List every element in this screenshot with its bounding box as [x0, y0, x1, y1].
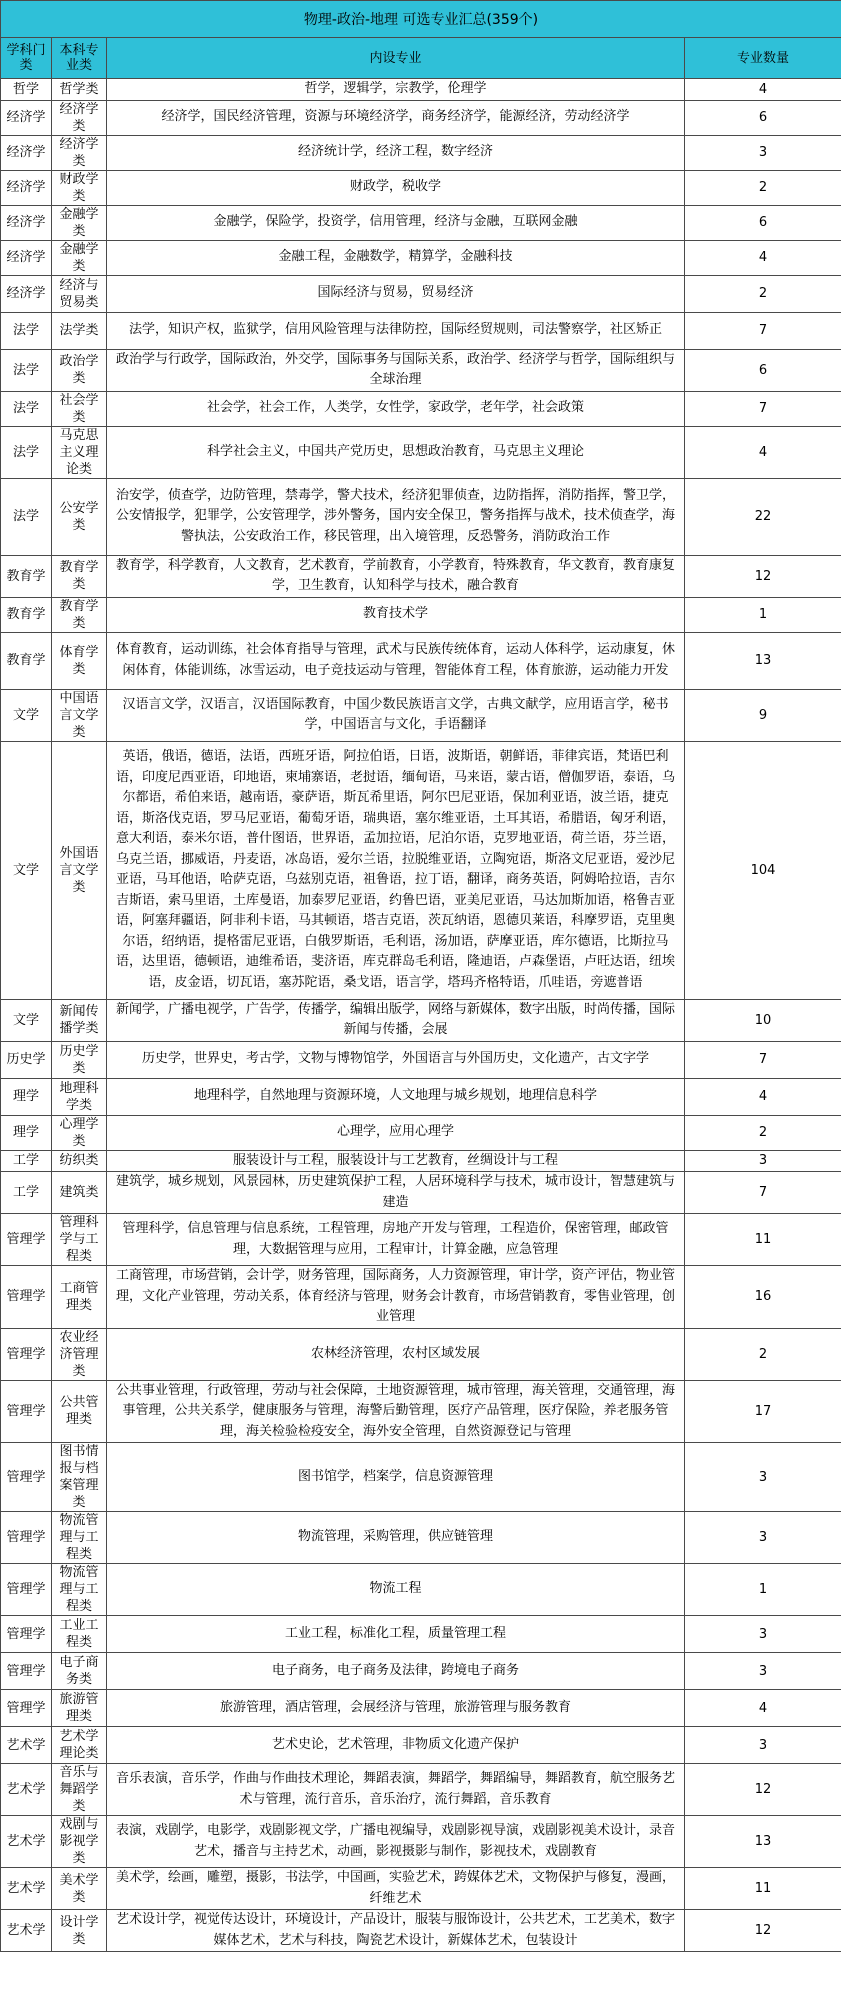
table-row [1, 1115, 841, 1150]
count-cell: 3 [685, 135, 841, 170]
category-cell: 艺术学理论类 [52, 1727, 107, 1764]
count-cell: 6 [685, 100, 841, 135]
category-cell: 电子商务类 [52, 1653, 107, 1690]
count-cell: 3 [685, 1443, 841, 1512]
majors-cell: 治安学，侦查学，边防管理，禁毒学，警犬技术，经济犯罪侦查，边防指挥，消防指挥，警卫学，公安情报学，犯罪学，公安管理学，涉外警务，国内安全保卫，警务指挥与战术，技术侦查学，海警执法，公安政治工作，移民管理，出入境管理，反恐警务，消防政治工作 [107, 478, 685, 555]
count-cell: 3 [685, 1653, 841, 1690]
majors-cell: 公共事业管理，行政管理，劳动与社会保障，土地资源管理，城市管理，海关管理，交通管理，海事管理，公共关系学，健康服务与管理，海警后勤管理，医疗产品管理，医疗保险，养老服务管理，海关检验检疫安全，海外安全管理，自然资源登记与管理 [107, 1380, 685, 1443]
table-row [1, 1653, 841, 1690]
majors-cell: 地理科学，自然地理与资源环境，人文地理与城乡规划，地理信息科学 [107, 1078, 685, 1115]
discipline-cell: 管理学 [1, 1512, 52, 1564]
count-cell: 11 [685, 1868, 841, 1910]
count-cell: 7 [685, 391, 841, 426]
count-cell: 4 [685, 240, 841, 275]
majors-cell: 电子商务，电子商务及法律，跨境电子商务 [107, 1653, 685, 1690]
majors-cell: 财政学，税收学 [107, 170, 685, 205]
category-cell: 音乐与舞蹈学类 [52, 1764, 107, 1816]
majors-cell: 农林经济管理，农村区域发展 [107, 1328, 685, 1380]
discipline-cell: 经济学 [1, 205, 52, 240]
table-row [1, 1910, 841, 1952]
majors-cell: 美术学，绘画，雕塑，摄影，书法学，中国画，实验艺术，跨媒体艺术，文物保护与修复，漫画，纤维艺术 [107, 1868, 685, 1910]
count-cell: 13 [685, 1816, 841, 1868]
majors-cell: 旅游管理，酒店管理，会展经济与管理，旅游管理与服务教育 [107, 1690, 685, 1727]
count-cell: 7 [685, 1041, 841, 1078]
category-cell: 工业工程类 [52, 1616, 107, 1653]
discipline-cell: 法学 [1, 312, 52, 349]
category-cell: 教育学类 [52, 597, 107, 632]
category-cell: 设计学类 [52, 1910, 107, 1952]
majors-cell: 体育教育，运动训练，社会体育指导与管理，武术与民族传统体育，运动人体科学，运动康复，休闲体育，体能训练，冰雪运动，电子竞技运动与管理，智能体育工程，体育旅游，运动能力开发 [107, 632, 685, 689]
discipline-cell: 艺术学 [1, 1764, 52, 1816]
majors-cell: 法学，知识产权，监狱学，信用风险管理与法律防控，国际经贸规则，司法警察学，社区矫正 [107, 312, 685, 349]
discipline-cell: 管理学 [1, 1653, 52, 1690]
count-cell: 4 [685, 1078, 841, 1115]
category-cell: 管理科学与工程类 [52, 1214, 107, 1266]
discipline-cell: 哲学 [1, 79, 52, 101]
majors-cell: 艺术史论，艺术管理，非物质文化遗产保护 [107, 1727, 685, 1764]
category-cell: 公共管理类 [52, 1380, 107, 1443]
count-cell: 1 [685, 597, 841, 632]
majors-cell: 教育学，科学教育，人文教育，艺术教育，学前教育，小学教育，特殊教育，华文教育，教育康复学，卫生教育，认知科学与技术，融合教育 [107, 555, 685, 597]
table-row [1, 1816, 841, 1868]
category-cell: 马克思主义理论类 [52, 426, 107, 478]
table-row [1, 312, 841, 349]
header-count: 专业数量 [685, 38, 841, 79]
count-cell: 3 [685, 1616, 841, 1653]
discipline-cell: 经济学 [1, 170, 52, 205]
discipline-cell: 文学 [1, 741, 52, 999]
table-row [1, 1150, 841, 1172]
majors-cell: 服装设计与工程，服装设计与工艺教育，丝绸设计与工程 [107, 1150, 685, 1172]
discipline-cell: 经济学 [1, 275, 52, 312]
table-title: 物理-政治-地理 可选专业汇总(359个) [1, 1, 841, 38]
header-category: 本科专业类 [52, 38, 107, 79]
table-row [1, 240, 841, 275]
header-row [1, 38, 841, 79]
majors-cell: 政治学与行政学，国际政治，外交学，国际事务与国际关系，政治学、经济学与哲学，国际组织与全球治理 [107, 349, 685, 391]
category-cell: 图书情报与档案管理类 [52, 1443, 107, 1512]
category-cell: 旅游管理类 [52, 1690, 107, 1727]
table-row [1, 689, 841, 741]
majors-cell: 经济学，国民经济管理，资源与环境经济学，商务经济学，能源经济，劳动经济学 [107, 100, 685, 135]
category-cell: 体育学类 [52, 632, 107, 689]
table-row [1, 170, 841, 205]
discipline-cell: 管理学 [1, 1380, 52, 1443]
table-row [1, 426, 841, 478]
majors-cell: 工商管理，市场营销，会计学，财务管理，国际商务，人力资源管理，审计学，资产评估，物业管理，文化产业管理，劳动关系，体育经济与管理，财务会计教育，市场营销教育，零售业管理，创业管理 [107, 1266, 685, 1329]
table-row [1, 349, 841, 391]
category-cell: 经济学类 [52, 100, 107, 135]
table-row [1, 632, 841, 689]
discipline-cell: 历史学 [1, 1041, 52, 1078]
majors-cell: 教育技术学 [107, 597, 685, 632]
table-row [1, 1443, 841, 1512]
discipline-cell: 艺术学 [1, 1910, 52, 1952]
category-cell: 心理学类 [52, 1115, 107, 1150]
table-row [1, 275, 841, 312]
discipline-cell: 法学 [1, 391, 52, 426]
count-cell: 104 [685, 741, 841, 999]
table-row [1, 1380, 841, 1443]
count-cell: 3 [685, 1512, 841, 1564]
majors-cell: 汉语言文学，汉语言，汉语国际教育，中国少数民族语言文学，古典文献学，应用语言学，秘书学，中国语言与文化，手语翻译 [107, 689, 685, 741]
count-cell: 13 [685, 632, 841, 689]
majors-cell: 金融工程，金融数学，精算学，金融科技 [107, 240, 685, 275]
table-row [1, 999, 841, 1041]
table-row [1, 597, 841, 632]
category-cell: 农业经济管理类 [52, 1328, 107, 1380]
category-cell: 新闻传播学类 [52, 999, 107, 1041]
count-cell: 1 [685, 1564, 841, 1616]
table-row [1, 100, 841, 135]
category-cell: 工商管理类 [52, 1266, 107, 1329]
category-cell: 美术学类 [52, 1868, 107, 1910]
table-row [1, 1690, 841, 1727]
discipline-cell: 教育学 [1, 597, 52, 632]
category-cell: 经济与贸易类 [52, 275, 107, 312]
discipline-cell: 法学 [1, 426, 52, 478]
discipline-cell: 管理学 [1, 1564, 52, 1616]
category-cell: 戏剧与影视学类 [52, 1816, 107, 1868]
category-cell: 政治学类 [52, 349, 107, 391]
count-cell: 6 [685, 349, 841, 391]
count-cell: 12 [685, 1910, 841, 1952]
table-row [1, 1764, 841, 1816]
discipline-cell: 法学 [1, 349, 52, 391]
header-discipline: 学科门类 [1, 38, 52, 79]
category-cell: 哲学类 [52, 79, 107, 101]
majors-cell: 物流管理，采购管理，供应链管理 [107, 1512, 685, 1564]
category-cell: 纺织类 [52, 1150, 107, 1172]
count-cell: 7 [685, 312, 841, 349]
discipline-cell: 法学 [1, 478, 52, 555]
table-row [1, 1512, 841, 1564]
discipline-cell: 管理学 [1, 1328, 52, 1380]
count-cell: 3 [685, 1150, 841, 1172]
majors-cell: 艺术设计学，视觉传达设计，环境设计，产品设计，服装与服饰设计，公共艺术，工艺美术，数字媒体艺术，艺术与科技，陶瓷艺术设计，新媒体艺术，包装设计 [107, 1910, 685, 1952]
discipline-cell: 理学 [1, 1078, 52, 1115]
discipline-cell: 教育学 [1, 555, 52, 597]
majors-cell: 心理学，应用心理学 [107, 1115, 685, 1150]
count-cell: 3 [685, 1727, 841, 1764]
count-cell: 4 [685, 79, 841, 101]
table-row [1, 1172, 841, 1214]
majors-cell: 国际经济与贸易，贸易经济 [107, 275, 685, 312]
category-cell: 公安学类 [52, 478, 107, 555]
table-row [1, 1616, 841, 1653]
count-cell: 17 [685, 1380, 841, 1443]
discipline-cell: 文学 [1, 689, 52, 741]
table-row [1, 478, 841, 555]
category-cell: 外国语言文学类 [52, 741, 107, 999]
category-cell: 社会学类 [52, 391, 107, 426]
discipline-cell: 工学 [1, 1150, 52, 1172]
majors-cell: 金融学，保险学，投资学，信用管理，经济与金融，互联网金融 [107, 205, 685, 240]
majors-cell: 经济统计学，经济工程，数字经济 [107, 135, 685, 170]
header-majors: 内设专业 [107, 38, 685, 79]
discipline-cell: 经济学 [1, 100, 52, 135]
table-row [1, 135, 841, 170]
table-row [1, 1078, 841, 1115]
discipline-cell: 艺术学 [1, 1816, 52, 1868]
majors-cell: 社会学，社会工作，人类学，女性学，家政学，老年学，社会政策 [107, 391, 685, 426]
category-cell: 经济学类 [52, 135, 107, 170]
count-cell: 22 [685, 478, 841, 555]
discipline-cell: 管理学 [1, 1690, 52, 1727]
category-cell: 物流管理与工程类 [52, 1512, 107, 1564]
discipline-cell: 工学 [1, 1172, 52, 1214]
table-row [1, 1041, 841, 1078]
category-cell: 中国语言文学类 [52, 689, 107, 741]
category-cell: 教育学类 [52, 555, 107, 597]
count-cell: 12 [685, 555, 841, 597]
discipline-cell: 经济学 [1, 135, 52, 170]
count-cell: 16 [685, 1266, 841, 1329]
count-cell: 10 [685, 999, 841, 1041]
discipline-cell: 管理学 [1, 1616, 52, 1653]
majors-cell: 表演，戏剧学，电影学，戏剧影视文学，广播电视编导，戏剧影视导演，戏剧影视美术设计，录音艺术，播音与主持艺术，动画，影视摄影与制作，影视技术，戏剧教育 [107, 1816, 685, 1868]
count-cell: 6 [685, 205, 841, 240]
table-body [1, 79, 841, 1952]
count-cell: 4 [685, 1690, 841, 1727]
majors-cell: 工业工程，标准化工程，质量管理工程 [107, 1616, 685, 1653]
count-cell: 4 [685, 426, 841, 478]
category-cell: 地理科学类 [52, 1078, 107, 1115]
discipline-cell: 管理学 [1, 1214, 52, 1266]
category-cell: 金融学类 [52, 240, 107, 275]
majors-cell: 哲学，逻辑学，宗教学，伦理学 [107, 79, 685, 101]
table-row [1, 1564, 841, 1616]
table-row [1, 1214, 841, 1266]
discipline-cell: 管理学 [1, 1443, 52, 1512]
table-row [1, 741, 841, 999]
category-cell: 历史学类 [52, 1041, 107, 1078]
category-cell: 金融学类 [52, 205, 107, 240]
discipline-cell: 艺术学 [1, 1868, 52, 1910]
table-row [1, 1868, 841, 1910]
discipline-cell: 教育学 [1, 632, 52, 689]
count-cell: 2 [685, 275, 841, 312]
table-row [1, 1727, 841, 1764]
count-cell: 2 [685, 170, 841, 205]
majors-cell: 科学社会主义，中国共产党历史，思想政治教育，马克思主义理论 [107, 426, 685, 478]
count-cell: 7 [685, 1172, 841, 1214]
table-row [1, 79, 841, 101]
category-cell: 法学类 [52, 312, 107, 349]
table-row [1, 1328, 841, 1380]
table-row [1, 555, 841, 597]
majors-cell: 新闻学，广播电视学，广告学，传播学，编辑出版学，网络与新媒体，数字出版，时尚传播，国际新闻与传播，会展 [107, 999, 685, 1041]
category-cell: 物流管理与工程类 [52, 1564, 107, 1616]
table-row [1, 205, 841, 240]
discipline-cell: 理学 [1, 1115, 52, 1150]
majors-cell: 管理科学，信息管理与信息系统，工程管理，房地产开发与管理，工程造价，保密管理，邮政管理，大数据管理与应用，工程审计，计算金融，应急管理 [107, 1214, 685, 1266]
category-cell: 财政学类 [52, 170, 107, 205]
discipline-cell: 文学 [1, 999, 52, 1041]
discipline-cell: 管理学 [1, 1266, 52, 1329]
majors-cell: 历史学，世界史，考古学，文物与博物馆学，外国语言与外国历史，文化遗产，古文字学 [107, 1041, 685, 1078]
count-cell: 12 [685, 1764, 841, 1816]
table-row [1, 391, 841, 426]
majors-cell: 音乐表演，音乐学，作曲与作曲技术理论，舞蹈表演，舞蹈学，舞蹈编导，舞蹈教育，航空服务艺术与管理，流行音乐，音乐治疗，流行舞蹈，音乐教育 [107, 1764, 685, 1816]
discipline-cell: 艺术学 [1, 1727, 52, 1764]
majors-cell: 建筑学，城乡规划，风景园林，历史建筑保护工程，人居环境科学与技术，城市设计，智慧建筑与建造 [107, 1172, 685, 1214]
count-cell: 11 [685, 1214, 841, 1266]
majors-cell: 英语，俄语，德语，法语，西班牙语，阿拉伯语，日语，波斯语，朝鲜语，菲律宾语，梵语巴利语，印度尼西亚语，印地语，柬埔寨语，老挝语，缅甸语，马来语，蒙古语，僧伽罗语，泰语，乌尔都语，希伯来语，越南语，豪萨语，斯瓦希里语，阿尔巴尼亚语，保加利亚语，波兰语，捷克语，斯洛伐克语，罗马尼亚语，葡萄牙语，瑞典语，塞尔维亚语，土耳其语，希腊语，匈牙利语，意大利语，泰米尔语，普什图语，世界语，孟加拉语，尼泊尔语，克罗地亚语，荷兰语，芬兰语，乌克兰语，挪威语，丹麦语，冰岛语，爱尔兰语，拉脱维亚语，立陶宛语，斯洛文尼亚语，爱沙尼亚语，马耳他语，哈萨克语，乌兹别克语，祖鲁语，拉丁语，翻译，商务英语，阿姆哈拉语，吉尔吉斯语，索马里语，土库曼语，加泰罗尼亚语，约鲁巴语，亚美尼亚语，马达加斯加语，格鲁吉亚语，阿塞拜疆语，阿非利卡语，马其顿语，塔吉克语，茨瓦纳语，恩德贝莱语，科摩罗语，克里奥尔语，绍纳语，提格雷尼亚语，白俄罗斯语，毛利语，汤加语，萨摩亚语，库尔德语，比斯拉马语，达里语，德顿语，迪维希语，斐济语，库克群岛毛利语，隆迪语，卢森堡语，卢旺达语，纽埃语，皮金语，切瓦语，塞苏陀语，桑戈语，语言学，塔玛齐格特语，爪哇语，旁遮普语 [107, 741, 685, 999]
discipline-cell: 经济学 [1, 240, 52, 275]
table-row [1, 1266, 841, 1329]
count-cell: 2 [685, 1115, 841, 1150]
count-cell: 2 [685, 1328, 841, 1380]
category-cell: 建筑类 [52, 1172, 107, 1214]
majors-cell: 物流工程 [107, 1564, 685, 1616]
majors-cell: 图书馆学，档案学，信息资源管理 [107, 1443, 685, 1512]
count-cell: 9 [685, 689, 841, 741]
